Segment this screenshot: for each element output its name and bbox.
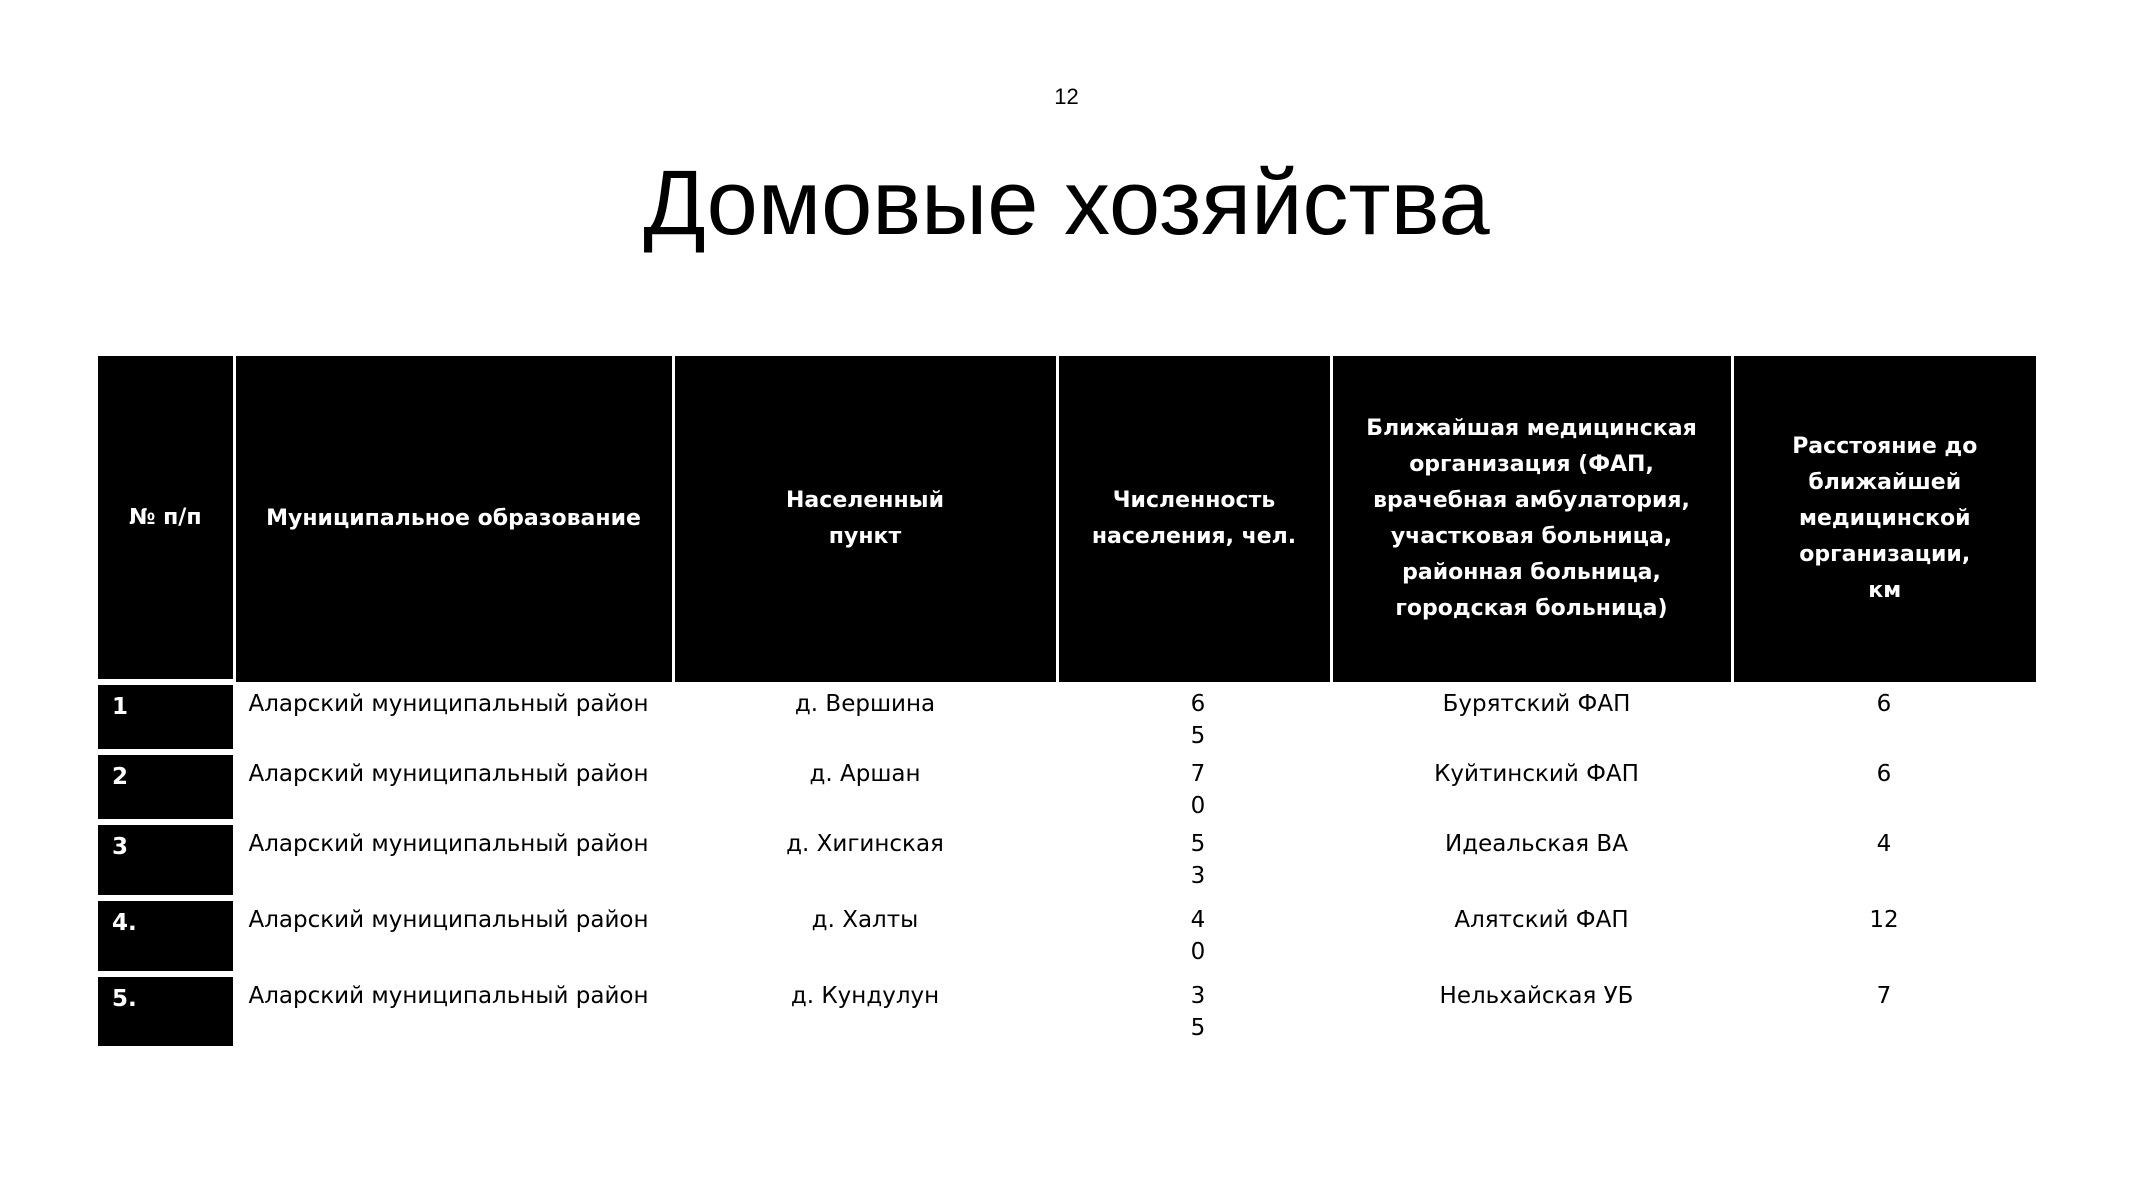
header-population-label: Численность населения, чел.	[1091, 488, 1297, 549]
header-distance	[1732, 356, 2036, 682]
population-cell	[1057, 822, 1331, 898]
header-municipality-label: Муниципальное образование	[266, 506, 641, 531]
population-cell	[1057, 682, 1331, 752]
population-digit: 0	[1190, 939, 1206, 965]
population-digit: 5	[1190, 831, 1206, 857]
settlement-cell: д. Аршан	[809, 761, 921, 787]
table-row	[98, 974, 2036, 1046]
population-digit: 5	[1190, 723, 1206, 749]
medical-organization-cell: Нельхайская УБ	[1439, 983, 1634, 1009]
row-number: 4.	[98, 898, 234, 974]
population-digit: 7	[1190, 761, 1206, 787]
table-row	[98, 898, 2036, 974]
medical-organization-cell: Куйтинский ФАП	[1434, 761, 1639, 787]
settlement-cell: д. Халты	[811, 907, 919, 933]
header-settlement-label: Населенный пункт	[786, 488, 944, 549]
table-row	[98, 752, 2036, 822]
header-medical-organization	[1331, 356, 1732, 682]
medical-organization-cell: Алятский ФАП	[1454, 907, 1629, 933]
page-number: 12	[1054, 84, 1079, 109]
municipality-cell: Аларский муниципальный район	[248, 761, 649, 787]
header-municipality	[234, 356, 673, 682]
population-cell	[1057, 974, 1331, 1046]
table-body	[98, 682, 2036, 1046]
header-distance-label: Расстояние до ближайшей медицинской организации, км	[1792, 434, 1978, 603]
population-digit: 5	[1190, 1015, 1206, 1041]
table-row	[98, 822, 2036, 898]
municipality-cell: Аларский муниципальный район	[248, 691, 649, 717]
table-header-row	[98, 356, 2036, 682]
row-number: 2	[98, 752, 234, 822]
population-cell	[1057, 752, 1331, 822]
header-medical-organization-label: Ближайшая медицинская организация (ФАП, врачебная амбулатория, участковая больница, районная больница, городская больница)	[1366, 416, 1697, 621]
population-digit: 0	[1190, 793, 1206, 819]
population-digit: 3	[1190, 983, 1206, 1009]
municipality-cell: Аларский муниципальный район	[248, 983, 649, 1009]
municipality-cell: Аларский муниципальный район	[248, 907, 649, 933]
medical-organization-cell: Бурятский ФАП	[1442, 691, 1631, 717]
distance-cell: 6	[1876, 761, 1892, 787]
population-cell	[1057, 898, 1331, 974]
row-number: 1	[98, 682, 234, 752]
medical-organization-cell: Идеальская ВА	[1445, 831, 1628, 857]
header-number	[98, 356, 234, 682]
header-settlement	[673, 356, 1057, 682]
row-number: 5.	[98, 974, 234, 1046]
distance-cell: 6	[1876, 691, 1892, 717]
header-population	[1057, 356, 1331, 682]
settlement-cell: д. Кундулун	[790, 983, 940, 1009]
population-digit: 3	[1190, 863, 1206, 889]
page-title: Домовые хозяйства	[643, 152, 1490, 254]
population-digit: 6	[1190, 691, 1206, 717]
row-number: 3	[98, 822, 234, 898]
households-table	[98, 356, 2036, 1046]
population-digit: 4	[1190, 907, 1206, 933]
distance-cell: 7	[1876, 983, 1892, 1009]
settlement-cell: д. Вершина	[794, 691, 936, 717]
distance-cell: 12	[1869, 907, 1899, 933]
municipality-cell: Аларский муниципальный район	[248, 831, 649, 857]
distance-cell: 4	[1876, 831, 1892, 857]
table-header	[98, 356, 2036, 682]
table-row	[98, 682, 2036, 752]
header-number-label: № п/п	[128, 504, 202, 530]
settlement-cell: д. Хигинская	[786, 831, 944, 857]
